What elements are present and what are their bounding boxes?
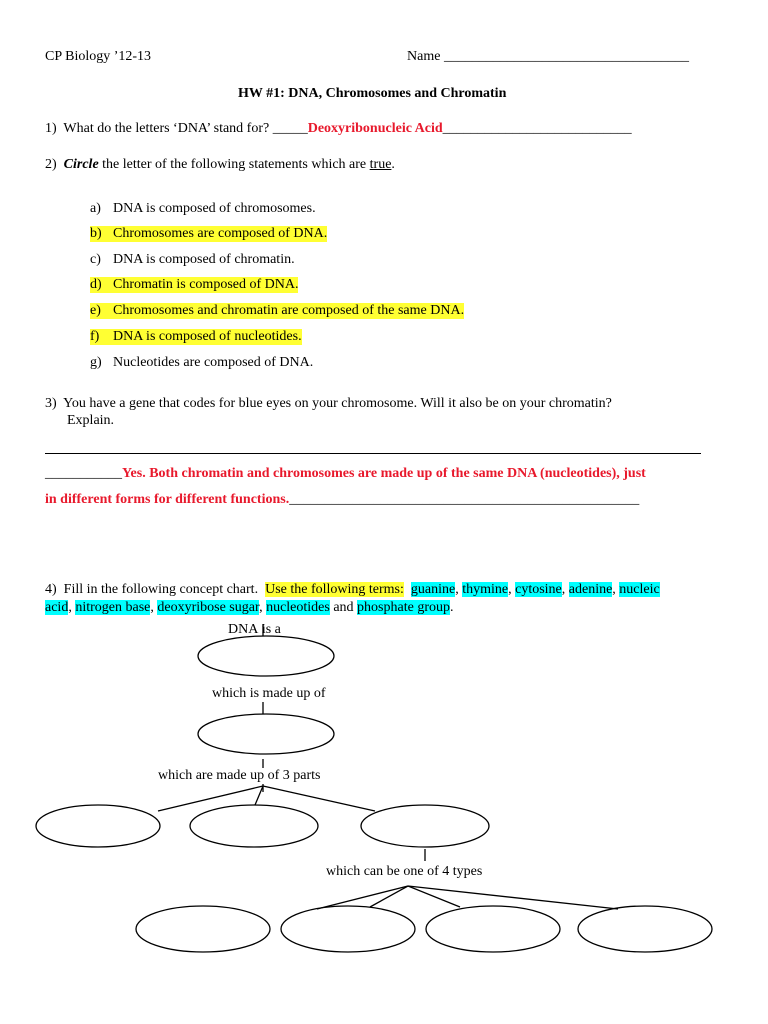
chart-root: DNA <box>228 622 259 637</box>
blank-oval-1[interactable] <box>198 636 334 676</box>
term-acid: acid <box>45 600 69 615</box>
name-label: Name <box>407 49 441 64</box>
connector <box>408 886 618 909</box>
q4-number: 4) <box>45 582 57 597</box>
option-d-letter[interactable]: d) <box>90 277 102 292</box>
q1-number: 1) <box>45 121 57 136</box>
question-4-line-2: acid, nitrogen base, deoxyribose sugar, nucleotides and phosphate group. <box>45 600 454 615</box>
chart-root-label <box>228 622 281 638</box>
term-nitrogen-base: nitrogen base <box>75 600 151 615</box>
worksheet-title: HW #1: DNA, Chromosomes and Chromatin <box>238 86 507 101</box>
course-label: CP Biology ’12-13 <box>45 49 152 64</box>
term-thymine: thymine <box>462 582 509 597</box>
name-blank[interactable]: ___________________________________ <box>443 49 689 64</box>
question-4-line-1: 4) Fill in the following concept chart. Use the following terms: guanine, thymine, cytosine, adenine, nucleic <box>45 582 660 597</box>
blank-oval-8[interactable] <box>426 906 560 952</box>
blank-oval-5[interactable] <box>361 805 489 847</box>
q3-line-2: Explain. <box>67 413 115 428</box>
option-f-text: DNA is composed of nucleotides. <box>113 329 302 344</box>
option-c-text: DNA is composed of chromatin. <box>113 252 295 267</box>
q3-line-1: You have a gene that codes for blue eyes on your chromosome. Will it also be on your chromatin? <box>63 396 612 411</box>
option-a-text: DNA is composed of chromosomes. <box>113 201 316 216</box>
q1-blank-after: ___________________________ <box>442 121 632 136</box>
q2-circle-word: Circle <box>63 157 99 172</box>
connector <box>370 886 408 907</box>
option-b-letter[interactable]: b) <box>90 226 102 241</box>
option-f-letter[interactable]: f) <box>90 329 100 344</box>
connector <box>317 886 408 909</box>
chart-root-suffix: is a <box>261 622 281 637</box>
blank-oval-6[interactable] <box>136 906 270 952</box>
chart-link-2: which are made up of 3 parts <box>158 768 321 783</box>
q1-answer[interactable]: Deoxyribonucleic Acid <box>307 121 443 136</box>
q3-answer-text-1: Yes. Both chromatin and chromosomes are made up of the same DNA (nucleotides), just <box>122 466 646 481</box>
option-c-letter[interactable]: c) <box>90 252 101 267</box>
q2-number: 2) <box>45 157 57 172</box>
term-nucleotides: nucleotides <box>266 600 330 615</box>
q3-answer-blank-tail: __________________________________________________ <box>289 492 640 507</box>
blank-oval-2[interactable] <box>198 714 334 754</box>
q2-prompt: the letter of the following statements which are <box>98 157 370 172</box>
chart-link-1: which is made up of <box>212 686 326 701</box>
q4-prompt: Fill in the following concept chart. <box>63 582 259 597</box>
blank-oval-7[interactable] <box>281 906 415 952</box>
option-b-text: Chromosomes are composed of DNA. <box>113 226 328 241</box>
term-cytosine: cytosine <box>515 582 562 597</box>
option-e-text: Chromosomes and chromatin are composed of the same DNA. <box>113 303 465 318</box>
option-g-letter[interactable]: g) <box>90 355 102 370</box>
term-nucleic: nucleic <box>619 582 660 597</box>
term-guanine: guanine <box>410 582 456 597</box>
q3-answer-text-2: in different forms for different functions. <box>45 492 290 507</box>
blank-oval-3[interactable] <box>36 805 160 847</box>
chart-link-3: which can be one of 4 types <box>326 864 483 879</box>
blank-oval-4[interactable] <box>190 805 318 847</box>
option-a-letter[interactable]: a) <box>90 201 101 216</box>
q4-use-terms: Use the following terms: <box>265 582 404 597</box>
option-e-letter[interactable]: e) <box>90 303 101 318</box>
connector <box>158 786 263 811</box>
q1-blank-before: _____ <box>272 121 308 136</box>
q2-period: . <box>391 157 395 172</box>
q2-true-word: true <box>369 157 392 172</box>
and-word: and <box>333 600 354 615</box>
option-d-text: Chromatin is composed of DNA. <box>113 277 299 292</box>
q3-answer-blank: ___________ <box>45 466 122 481</box>
term-adenine: adenine <box>568 582 613 597</box>
q3-number: 3) <box>45 396 57 411</box>
term-deoxyribose-sugar: deoxyribose sugar <box>157 600 260 615</box>
term-phosphate-group: phosphate group <box>357 600 450 615</box>
option-g-text: Nucleotides are composed of DNA. <box>113 355 314 370</box>
q1-prompt: What do the letters ‘DNA’ stand for? <box>63 121 270 136</box>
blank-oval-9[interactable] <box>578 906 712 952</box>
connector <box>255 786 263 805</box>
